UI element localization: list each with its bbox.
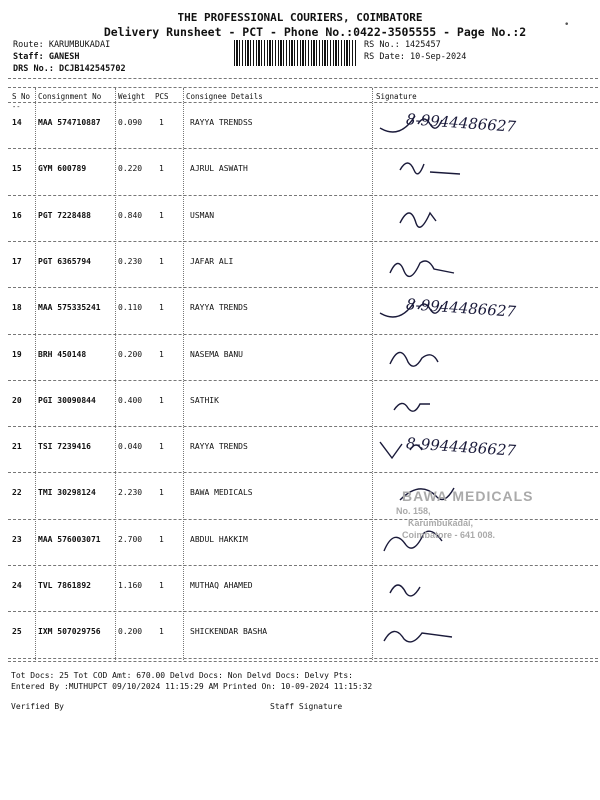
signature-cell [370,104,596,150]
table-row [0,289,600,335]
footer-summary: Tot Docs: 25 Tot COD Amt: 670.00 Delvd Docs: Non Delvd Docs: Delvy Pts: [11,671,353,680]
cell-consignee: RAYYA TRENDS [190,442,248,452]
row-rule [8,565,598,566]
cell-sno: 20 [12,395,22,405]
cell-sno: 16 [12,210,22,220]
row-rule [8,148,598,149]
header-dashes: -- [12,103,21,111]
signature-cell [370,382,596,428]
cell-sno: 17 [12,256,22,266]
company-title: THE PROFESSIONAL COURIERS, COIMBATORE [177,11,423,24]
cell-pcs: 1 [159,118,164,127]
cell-weight: 0.040 [118,442,143,452]
footer-entered: Entered By :MUTHUPCT 09/10/2024 11:15:29 AM Printed On: 10-09-2024 11:15:32 [11,682,373,691]
cell-weight: 2.700 [118,534,143,544]
row-rule [8,380,598,381]
rs-date: RS Date: 10-Sep-2024 [364,52,467,62]
cell-weight: 0.110 [118,303,143,313]
handwritten-signature [390,352,438,366]
col-pcs: PCS [155,92,169,101]
cell-weight: 1.160 [118,581,143,590]
cell-weight: 2.230 [118,488,143,498]
cell-consignee: RAYYA TRENDS [190,303,248,313]
stamp-line1: No. 158, [396,506,431,516]
cell-consignee: NASEMA BANU [190,349,243,359]
row-rule [8,241,598,242]
col-consignee: Consignee Details [186,92,263,101]
handwritten-signature [394,403,430,411]
cell-consignee: BAWA MEDICALS [190,488,253,498]
cell-consignee: SATHIK [190,395,219,405]
cell-consignment: GYM 600789 [38,164,87,174]
cell-consignee: RAYYA TRENDSS [190,118,253,127]
cell-pcs: 1 [159,488,164,498]
cell-consignee: ABDUL HAKKIM [190,534,248,544]
drs-number: DRS No.: DCJB142545702 [13,64,126,74]
barcode-image [234,40,356,66]
cell-consignment: TVL 7861892 [38,581,91,590]
cell-sno: 24 [12,581,22,590]
cell-consignee: SHICKENDAR BASHA [190,627,268,637]
handwritten-phone: 8-9944486627 [405,434,517,460]
signature-cell [370,197,596,243]
cell-pcs: 1 [159,349,164,359]
header-top-rule [8,78,598,79]
cell-sno: 18 [12,303,22,313]
handwritten-phone: 8-9944486627 [405,110,517,136]
row-rule [8,426,598,427]
signature-cell [370,289,596,335]
cell-sno: 22 [12,488,22,498]
col-weight: Weight [118,92,146,101]
row-rule [8,472,598,473]
signature-cell [370,243,596,289]
stamp-line3: Coimbatore - 641 008. [402,530,496,540]
cell-consignment: MAA 574710887 [38,118,101,127]
bawa-medicals-stamp [378,488,578,548]
cell-consignee: USMAN [190,210,215,220]
cell-pcs: 1 [159,442,164,452]
cell-consignment: BRH 450148 [38,349,87,359]
cell-weight: 0.840 [118,210,143,220]
cell-sno: 23 [12,534,22,544]
corner-mark: • [564,20,570,30]
cell-weight: 0.090 [118,118,143,127]
table-row [0,613,600,659]
row-rule [8,658,598,659]
cell-consignee: MUTHAQ AHAMED [190,581,253,590]
table-row [0,150,600,196]
handwritten-signature [390,261,454,276]
table-row [0,243,600,289]
row-rule [8,334,598,335]
cell-consignment: MAA 575335241 [38,303,101,313]
cell-pcs: 1 [159,256,164,266]
cell-pcs: 1 [159,303,164,313]
row-rule [8,287,598,288]
table-row [0,567,600,613]
runsheet-title: Delivery Runsheet - PCT - Phone No.:0422-3505555 - Page No.:2 [103,25,527,39]
table-row [0,428,600,474]
stamp-name: BAWA MEDICALS [402,488,534,504]
header-rule [8,87,598,88]
table-row [0,336,600,382]
cell-weight: 0.230 [118,256,143,266]
cell-weight: 0.400 [118,395,143,405]
cell-consignment: MAA 576003071 [38,534,101,544]
col-sno: S No [12,92,31,101]
cell-weight: 0.200 [118,627,143,637]
cell-consignee: AJRUL ASWATH [190,164,248,174]
cell-sno: 19 [12,349,22,359]
signature-cell [370,150,596,196]
table-row [0,104,600,150]
row-rule [8,611,598,612]
cell-consignee: JAFAR ALI [190,256,234,266]
handwritten-signature [400,163,460,174]
col-signature: Signature [376,92,417,101]
table-row [0,197,600,243]
rs-number: RS No.: 1425457 [364,40,441,50]
table-row [0,382,600,428]
verified-by-label: Verified By [11,702,64,711]
cell-consignment: PGI 30090844 [38,395,96,405]
cell-consignment: IXM 507029756 [38,627,101,637]
cell-pcs: 1 [159,395,164,405]
staff-signature-label: Staff Signature [270,702,343,711]
cell-pcs: 1 [159,581,164,590]
column-header-rule [8,102,598,103]
cell-sno: 25 [12,627,22,637]
staff-label: Staff: GANESH [13,52,80,62]
cell-consignment: PGT 7228488 [38,210,91,220]
signature-cell [370,613,596,659]
cell-sno: 14 [12,118,22,127]
cell-consignment: TSI 7239416 [38,442,91,452]
col-consignment: Consignment No [38,92,102,101]
cell-consignment: TMI 30298124 [38,488,96,498]
handwritten-signature [384,632,452,642]
cell-sno: 15 [12,164,22,174]
cell-consignment: PGT 6365794 [38,256,91,266]
cell-pcs: 1 [159,210,164,220]
handwritten-signature [400,213,436,227]
footer-rule [8,661,598,662]
route-label: Route: KARUMBUKADAI [13,40,111,50]
cell-pcs: 1 [159,627,164,637]
cell-weight: 0.220 [118,164,143,174]
cell-weight: 0.200 [118,349,143,359]
signature-cell [370,336,596,382]
cell-pcs: 1 [159,534,164,544]
signature-cell [370,567,596,613]
row-rule [8,195,598,196]
stamp-line2: Karumbukadai, [408,518,474,528]
handwritten-signature [390,585,420,596]
cell-pcs: 1 [159,164,164,174]
signature-cell [370,428,596,474]
handwritten-phone: 8-9944486627 [405,295,517,322]
cell-sno: 21 [12,442,22,452]
